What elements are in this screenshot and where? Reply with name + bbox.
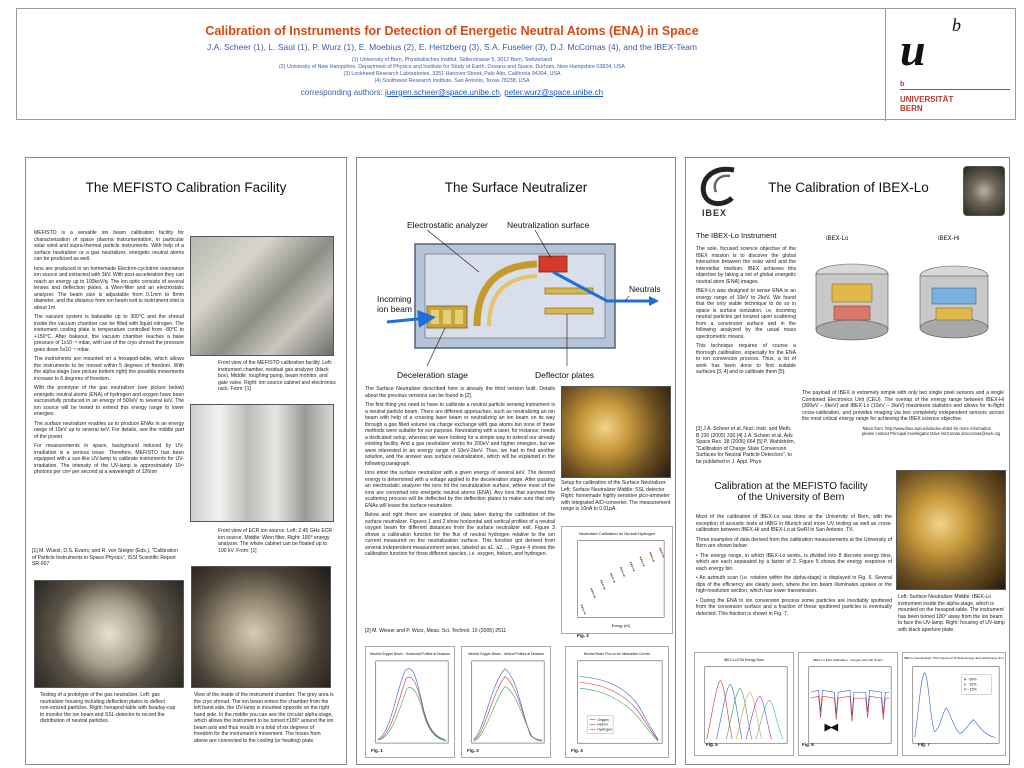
fig3-point <box>662 554 664 556</box>
fig6-svg <box>799 653 897 755</box>
paragraph: • During the ENA to ion conversion process some particles are inevitably sputtered from the conversion surface and a fraction of these sputtered particles is eventually detected. This fraction is shown in Fig. 7. <box>696 597 892 617</box>
fig3-point <box>622 573 624 575</box>
fig3-point <box>650 554 652 556</box>
poster-header <box>16 8 1016 120</box>
paragraph: Three examples of data derived from the calibration measurements at the University of Bern are shown below: <box>696 536 892 549</box>
fig3-point <box>594 596 596 598</box>
mefisto-reference: [1] M. Wüest, D.S. Evans, and R. von Steiger (Eds.), "Calibration of Particle Instruments in Space Physics", ISSI Scientific Report SR-007 <box>32 548 178 567</box>
fig4-legend-hydrogen: Hydrogen <box>597 727 612 732</box>
fig5-label: Fig. 5 <box>706 742 718 747</box>
figure-5-energy-scan <box>694 652 794 756</box>
fig3-point <box>643 565 645 567</box>
affiliation-2: (2) University of New Hampshire, Department of Physics and Institute for Study of Earth, Oceans and Space, Durham, New Hampshire 03824, USA <box>279 64 625 70</box>
ibex-source-note: Taken from: http://www.ibex.swri.edu/index.shtml for more information please contact Principal Investigator Dave McComas dmccomas@swri.org <box>862 426 1001 436</box>
logo-b-small: b <box>900 81 905 88</box>
fig3-point <box>581 605 583 607</box>
email-link-scheer[interactable]: juergen.scheer@space.unibe.ch <box>384 88 500 97</box>
caption-chamber-inside: View of the inside of the instrument chamber. The grey area is the cryo shroud. The ion beam enters the chamber from the left hand side, the UV-lamp is mounted opposite on the right hand side. In the middle you can see the circular alpha-stage, which allows the instrument to be turned ±180° around the ion beam axis and thus results in a total of six degrees of freedom for the instrument's movement. The hoses from above are connected to the cooling (or heating) plate. <box>194 692 334 744</box>
mefisto-body-text <box>34 230 184 550</box>
fig3-point <box>601 582 603 584</box>
fig3-point <box>631 566 633 568</box>
fig2-label: Fig. 2 <box>467 748 479 753</box>
fig1-label: Fig. 1 <box>371 748 383 753</box>
fig3-point <box>623 575 625 577</box>
fig3-point <box>621 569 623 571</box>
label-neutralization-surface: Neutralization surface <box>507 220 590 230</box>
paragraph: • The energy range, in which IBEX-Lo works, is divided into 8 discrete energy bins, which are each separated by a factor of 2. Figure 5 shows the energy response of each energy bin. <box>696 552 892 572</box>
fig3-point <box>662 556 664 558</box>
caption-mefisto-front: Front view of the MEFISTO calibration facility. Left: instrument chamber, residual gas analyzer (black box). Middle: roughing pump, beam monitor, and gate valve. Right: ion source cabinet and electronics rack. From: [1] <box>218 360 336 392</box>
fig4-legend-oxygen: Oxygen <box>597 717 609 722</box>
panel-title-surface-neutralizer: The Surface Neutralizer <box>444 180 588 195</box>
paragraph: • An azimuth scan (i.e. rotation within the alpha-stage) is displayed in Fig. 6. Several dips of the efficiency are clearly seen, where the ion beam illuminates spokes or the high-resolution section, which has lower transmission. <box>696 575 892 594</box>
fig3-point <box>631 564 633 566</box>
fig6-curve-1 <box>811 690 889 715</box>
paragraph: The surface neutralizer enables us to produce ENAs in an energy range of 10eV up to several keV. For details, see the middle part of the poster. <box>34 420 184 440</box>
fig5-svg <box>695 653 793 755</box>
fig2-svg <box>462 647 550 757</box>
fig7-legend-h: H - 69% <box>963 677 977 682</box>
fig6-label: Fig. 6 <box>802 742 814 747</box>
fig3-svg <box>562 527 672 633</box>
fig2-curve-2 <box>474 677 542 742</box>
photo-mefisto-front <box>190 236 334 356</box>
figure-1-horizontal-profiles <box>365 646 455 758</box>
neutralizer-diagram-svg <box>367 216 667 386</box>
panel-ibex-lo <box>685 157 1010 765</box>
photo-ecr-source <box>190 404 334 522</box>
fig7-title: IBEX-Lo Neutral Beam TOF2 Spectra w/ Fit Beam Energy 4keV, ESA Energy bin 2 <box>904 656 1004 660</box>
logo-u-letter: u <box>900 24 926 75</box>
fig3-point <box>659 548 661 550</box>
fig1-curve-2 <box>378 677 446 741</box>
mefisto-heading <box>696 481 886 503</box>
ibex-payload-text: The payload of IBEX is extremely simple with only two single pixel sensors and a single Combined Electronics Unit (CEU). The overlap of the energy range between IBEX-Hi (300eV – 6keV) and IBEX-Lo (10eV – 2keV) maximizes statistics and allows for in-flight cross-calibration, and provides imaging via two completely independent sensors across the most critical energy range for achieving the IBEX science objective. <box>802 390 1004 422</box>
neutralization-surface-shape <box>539 256 567 272</box>
header-text <box>17 9 887 97</box>
paragraph: The first thing you need to have to calibrate a neutral particle sensing instrument is a neutral particle beam. There are different approaches, such as neutralizing an ion beam with help of a crossing laser beam or neutralizing an ion beam on its way through a gas filled volume via charge exchange with gas atoms but none of these methods were suitable for our purpose. Neutralizing with a laser, for instance, needs a dedicated setup, whereas we were looking for a simple way to extend our already existing facility. And a gas neutralizer works for 200eV and higher energies, but we were interested in an energy range of 10eV-2keV. Thus, we had to find another solution, and the answer was surface neutralization, which will be explained in the following paragraph. <box>365 402 555 467</box>
fig3-point <box>652 558 654 560</box>
fig3-point <box>653 560 655 562</box>
fig3-point <box>593 594 595 596</box>
caption-ibex-lo-instrument: Left: Surface Neutralizer Middle: IBEX-Lo instrument inside the alpha-stage, which is mounted on the hexapod-table. The instrument has been turned 180° away from the ion beam to face the UV-lamp. Right: housing of UV-lamp with black aperture plate. <box>898 594 1005 633</box>
fig3-point <box>604 588 606 590</box>
fig4-svg <box>566 647 668 757</box>
poster-title: Calibration of Instruments for Detection of Energetic Neutral Atoms (ENA) in Space <box>205 24 699 38</box>
figure-4-flux-plot <box>565 646 669 758</box>
label-incoming: Incoming <box>377 294 412 304</box>
fig3-title: Neutralizer Calibration for Neutral Hydrogen <box>579 530 655 536</box>
fig3-point <box>640 557 642 559</box>
fig3-point <box>642 563 644 565</box>
ibex-instrument-diagrams <box>802 244 1004 376</box>
paragraph: The Surface Neutralizer described here is already the third version built. Details about the previous versions can be found in [2]. <box>365 386 555 399</box>
fig7-svg <box>903 653 1005 755</box>
fig3-point <box>600 580 602 582</box>
label-deflector-plates: Deflector plates <box>535 370 595 380</box>
panel-mefisto <box>25 157 347 765</box>
paragraph: Below and right there are examples of data taken during the calibration of the surface neutralizer. Figures 1 and 2 show horizontal and vertical profiles of a neutral oxygen beam for different distances from the surface neutralizer exit. Figure 3 shows a calibration function for the flux of neutral hydrogen relative to the ion current measured on the neutralization surface. This function got derived from several independent measurement series, labeled as a1, a2, ... Figure 4 shows the calibration function for three different species, i.e. oxygen, helium, and hydrogen. <box>365 512 555 557</box>
fig7-label: Fig. 7 <box>918 742 930 747</box>
affiliation-3: (3) Lockheed Research Laboratories, 3251 Hanover Street, Palo Alto, California 94304, USA <box>343 71 561 77</box>
fig1-title: Neutral Oxygen Beam - Horizontal Profiles at Distance <box>370 652 450 657</box>
fig3-point <box>620 567 622 569</box>
fig3-data-points <box>581 548 664 615</box>
caption-neutralizer-setup: Setup for calibration of the Surface Neutralizer. Left: Surface Neutralizer Middle: SSL detector Right: homemade highly sensitive pico-ammeter with integrated A/D-converter. The measurement range is 10nA to 0.01pA. <box>561 480 671 512</box>
logo-b-letter: b <box>952 15 961 35</box>
affiliation-4: (4) Southwest Research Institute, San Antonio, Texas 78238, USA <box>374 78 530 84</box>
surface-neutralizer-reference: [2] M. Wieser and P. Wurz, Meas. Sci. Technol. 16 (2005) 2511 <box>365 628 507 634</box>
panel-title-mefisto: The MEFISTO Calibration Facility <box>85 180 287 195</box>
fig3-point <box>660 550 662 552</box>
fig3-point <box>661 552 663 554</box>
fig5-title: IBEX-Lo ESA Energy Scan <box>724 657 764 662</box>
figure-6-azimuth-scan <box>798 652 898 756</box>
fig3-point <box>591 588 593 590</box>
label-ion-beam: ion beam <box>377 304 412 314</box>
paragraph: For measurements in space, background induced by UV-irradiation is a serious issue. Therefore, MEFISTO has been equipped with a sun-like UV-lamp to calibrate instruments for UV-irradiation. The intensity of the UV-lamp is approximately 10¹¹ photons per cm² per second at a wavelength of 126nm <box>34 443 184 475</box>
fig3-point <box>613 579 615 581</box>
fig3-point <box>591 590 593 592</box>
paragraph: Most of the calibration of IBEX-Lo was done at the University of Bern, with the exception of acoustic tests at IABG in Munich and more UV testing as well as cross-calibration between IBEX-Hi and IBEX-Lo at SwRI in San Antonio, TX. <box>696 514 892 533</box>
fig4-label: Fig. 4 <box>571 748 583 753</box>
ibex-body-text <box>696 246 796 416</box>
fig4-legend-helium: Helium <box>597 722 608 727</box>
figure-3-calibration-plot <box>561 526 673 634</box>
fig3-point <box>584 612 586 614</box>
photo-ibex-spacecraft <box>963 166 1005 216</box>
paragraph: With the prototype of the gas neutralizer (see picture below) energetic neutral atoms (ENA) of hydrogen and oxygen have been successfully produced in an energy of 500eV to several keV. The ion source will be tested to extend this energy range to lower energies. <box>34 385 184 417</box>
fig3-point <box>602 584 604 586</box>
mefisto-calibration-text <box>696 514 892 644</box>
fig2-curve-3 <box>474 686 542 741</box>
mefisto-heading-line1: Calibration at the MEFISTO facility <box>714 481 868 492</box>
fig7-legend-o: O - 15% <box>963 687 977 692</box>
label-ibex-lo: IBEX-Lo <box>826 236 849 242</box>
ibex-diagram-svg <box>802 244 1004 376</box>
fig3-point <box>611 575 613 577</box>
neutralizer-diagram <box>367 216 667 386</box>
fig3-point <box>603 586 605 588</box>
logo-text-line1: UNIVERSITÄT <box>900 95 954 104</box>
fig3-point <box>583 611 585 613</box>
fig3-xlabel: Energy [eV] <box>611 624 631 629</box>
label-electrostatic-analyzer: Electrostatic analyzer <box>407 220 488 230</box>
affiliations <box>17 57 887 85</box>
photo-neutralizer-setup <box>561 386 671 478</box>
label-deceleration-stage: Deceleration stage <box>397 370 468 380</box>
email-separator: , <box>499 88 503 97</box>
deflector-plate-bottom <box>545 308 593 314</box>
corresponding-authors <box>17 88 887 97</box>
fig1-curve-3 <box>378 687 446 741</box>
fig3-point <box>582 609 584 611</box>
label-ibex-hi: IBEX-Hi <box>938 236 960 242</box>
fig3-point <box>633 570 635 572</box>
caption-gas-neutralizer: Testing of a prototype of the gas neutralizer. Left: gas neutralizer housing including deflection plates to deflect non-ionized particles. Right: hexapod-table with faraday-cup to monitor the ion beam and SSL-detector to record the distribution of neutral particles. <box>40 692 176 724</box>
fig3-point <box>610 573 612 575</box>
paragraph: This technique requires of course a thorough calibration, especially for the ENA to ion conversion process. Thus, a lot of work has been done to find suitable surfaces [3, 4] and to calibrate them [5]. <box>696 343 796 375</box>
university-logo <box>885 9 1015 121</box>
fig3-point <box>592 592 594 594</box>
paragraph: Ions are produced in an homemade Electron-cyclotron resonance ion source and extracted with 3kV. With post-acceleration they can reach an energy up to 100keV/q. The ion optic consists of several lenses and deflection plates, a Wien-filter and an electrostatic analyzer. The beam size is adjustable from 0.1mm to 8mm diameter, and the distance from ion beam exit to instrument inlet is about 1m. <box>34 265 184 311</box>
fig7-legend-c: C - 16% <box>963 682 977 687</box>
corresponding-label: corresponding authors: <box>300 88 383 97</box>
figure-7-tof-spectra <box>902 652 1006 756</box>
fig4-title: Neutral Beam Flux vs Ion Neutralizer Current <box>583 651 651 656</box>
fig6-title: IBEX-Lo ESA Calibration - Oxygen Azimuth Scans <box>813 657 883 662</box>
paragraph: MEFISTO is a versatile ion beam calibration facility for characterization of space plasma instrumentation, in particular solar wind and supra-thermal particle instruments. With help of a surface neutralizer or a gas neutralizer, energetic neutral atoms can be produced as well. <box>34 230 184 262</box>
caption-ecr-source: Front view of ECR ion source. Left: 2.45 GHz ECR ion source. Middle: Wien filter. Right: 180° energy analyzer. The whole cabinet can be floated up to 100 kV. From: [1] <box>218 528 333 554</box>
surface-neutralizer-body-text <box>365 386 555 626</box>
logo-text-line2: BERN <box>900 104 923 113</box>
logo-divider <box>900 89 1010 90</box>
fig3-point <box>613 581 615 583</box>
fig3-point <box>649 552 651 554</box>
fig3-point <box>651 556 653 558</box>
fig6-curve-2 <box>811 696 889 721</box>
fig5-bin-6 <box>756 700 783 739</box>
panel-surface-neutralizer <box>356 157 676 765</box>
fig3-point <box>641 561 643 563</box>
author-list: J.A. Scheer (1), L. Saul (1), P. Wurz (1), E. Moebius (2), E. Hertzberg (3), S.A. Fuselier (3), D.J. McComas (4), and the IBEX-Team <box>206 42 697 52</box>
figure-2-vertical-profiles <box>461 646 551 758</box>
fig2-title: Neutral Oxygen Beam - Vertical Profiles at Distance <box>468 652 544 657</box>
fig3-point <box>612 577 614 579</box>
mefisto-heading-line2: of the University of Bern <box>737 492 845 503</box>
fig3-point <box>640 559 642 561</box>
photo-gas-neutralizer <box>34 580 184 688</box>
fig3-label: Fig. 3 <box>577 633 589 638</box>
fig3-point <box>632 568 634 570</box>
photo-ibex-lo-instrument <box>896 470 1006 590</box>
paragraph: IBEX-Lo was designed to sense ENA in an energy range of 10eV to 2keV. We found that the only viable technique to do so in space is surface ionization, i.e. incoming neutral particles get ionized upon scattering from a conversion surface and in the following analyzed by the usual mass spectrometric means. <box>696 288 796 340</box>
fig1-svg <box>366 647 454 757</box>
affiliation-1: (1) University of Bern, Physikalisches Institut, Sidlerstrasse 5, 3012 Bern, Switzerland <box>351 57 553 63</box>
fig3-point <box>582 607 584 609</box>
email-link-wurz[interactable]: peter.wurz@space.unibe.ch <box>504 88 604 97</box>
logo-text <box>900 95 953 113</box>
ibex-references: [3] J.A. Scheer et al, Nucl. Instr. and Meth. B 230 (2005) 330 [4] J.A. Scheer et al, Adv. Space Res. 38 (2006) 664 [5] P. Wahlström, "Calibration of Charge State Conversion Surfaces for Neutral Particle Detectors", to be published in J. Appl. Phys. <box>696 426 796 465</box>
paragraph: Ions enter the surface neutralizer with a given energy of several keV. The desired energy is determined with a voltage applied to the deceleration stage. After passing an electrostatic analyzer the ions hit the neutralization surface, where most of the ions are converted into energetic neutral atoms (ENA). Any ions that survived the scattering process will be deflected by the deflection plates to make sure that only ENAs will leave the surface neutralizer. <box>365 470 555 509</box>
paragraph: The vacuum system is bakeable up to 300°C and the shroud inside the vacuum chamber can be filled with liquid nitrogen. The instrument cooling plate is temperature controlled from -80°C to +150°C. After bakeout, the vacuum chamber reaches a base pressure of 1x10⁻⁸ mbar, with use of the cryo shroud the pressure goes down 5x10⁻⁹ mbar. <box>34 314 184 353</box>
ibex-instrument-heading: The IBEX-Lo Instrument <box>696 231 777 240</box>
fig3-point <box>622 571 624 573</box>
fig3-point <box>630 562 632 564</box>
paragraph: The sole, focused science objective of the IBEX mission is to discover the global interaction between the solar wind and the interstellar medium. IBEX achieves this objective by taking a set of global energetic neutral atom (ENA) images. <box>696 246 796 285</box>
ibex-logo-text: IBEX <box>702 208 728 218</box>
photo-chamber-inside <box>191 566 331 688</box>
panel-title-ibex: The Calibration of IBEX-Lo <box>768 180 929 195</box>
paragraph: The instruments are mounted on a hexapod-table, which allows the instruments to be moved within 5 degrees of freedom. With the alpha-stage (see picture bottom right) the possible movements increase to 6 degrees of freedom. <box>34 356 184 382</box>
label-neutrals: Neutrals <box>629 284 661 294</box>
